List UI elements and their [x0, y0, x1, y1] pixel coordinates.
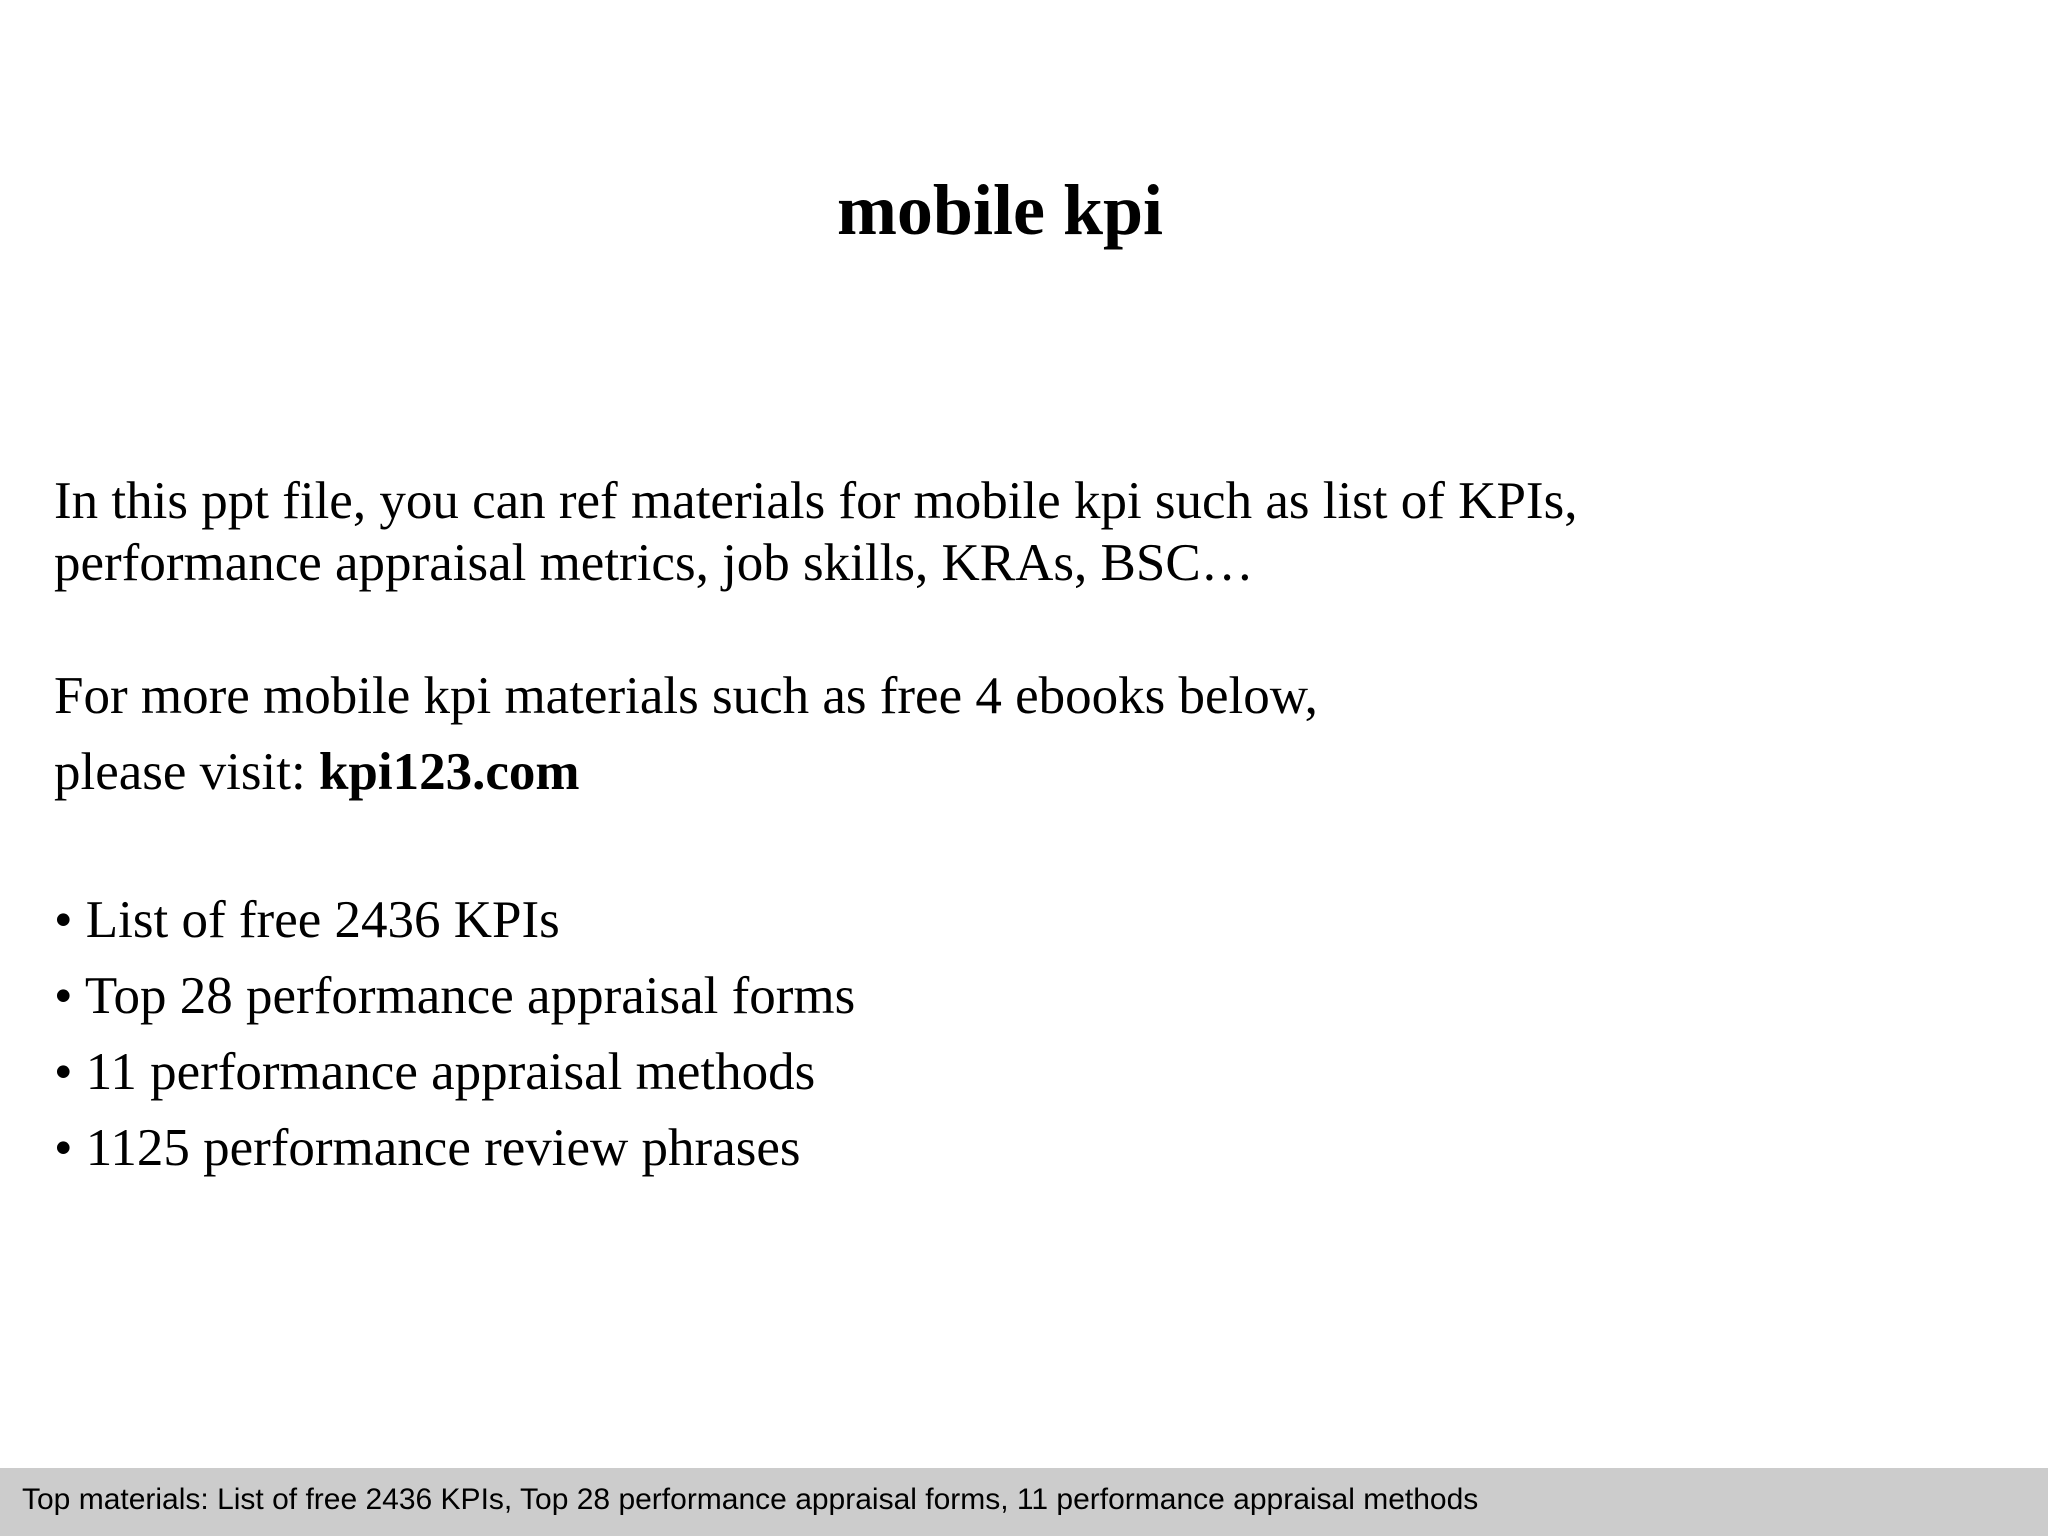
- ebook-item-kpis: • List of free 2436 KPIs: [54, 891, 560, 949]
- footer-bar: [0, 1468, 2048, 1536]
- intro-paragraph: [54, 470, 1954, 594]
- slide-title: mobile kpi: [836, 170, 1164, 250]
- kpi123-link[interactable]: kpi123.com: [318, 743, 580, 801]
- more-line-1: For more mobile kpi materials such as free 4 ebooks below,: [54, 667, 1318, 725]
- more-materials-paragraph: [54, 658, 1954, 810]
- more-line-2-prefix: please visit:: [54, 743, 319, 801]
- intro-line-1: In this ppt file, you can ref materials for mobile kpi such as list of KPIs,: [54, 472, 1578, 530]
- intro-line-2: performance appraisal metrics, job skills, KRAs, BSC…: [54, 534, 1254, 592]
- ebook-item-review-phrases: • 1125 performance review phrases: [54, 1119, 801, 1177]
- ebook-list: [54, 882, 855, 1186]
- ebook-item-appraisal-forms: • Top 28 performance appraisal forms: [54, 967, 856, 1025]
- footer-text: Top materials: List of free 2436 KPIs, Top 28 performance appraisal forms, 11 performance appraisal methods: [22, 1483, 1479, 1516]
- ebook-item-appraisal-methods: • 11 performance appraisal methods: [54, 1043, 816, 1101]
